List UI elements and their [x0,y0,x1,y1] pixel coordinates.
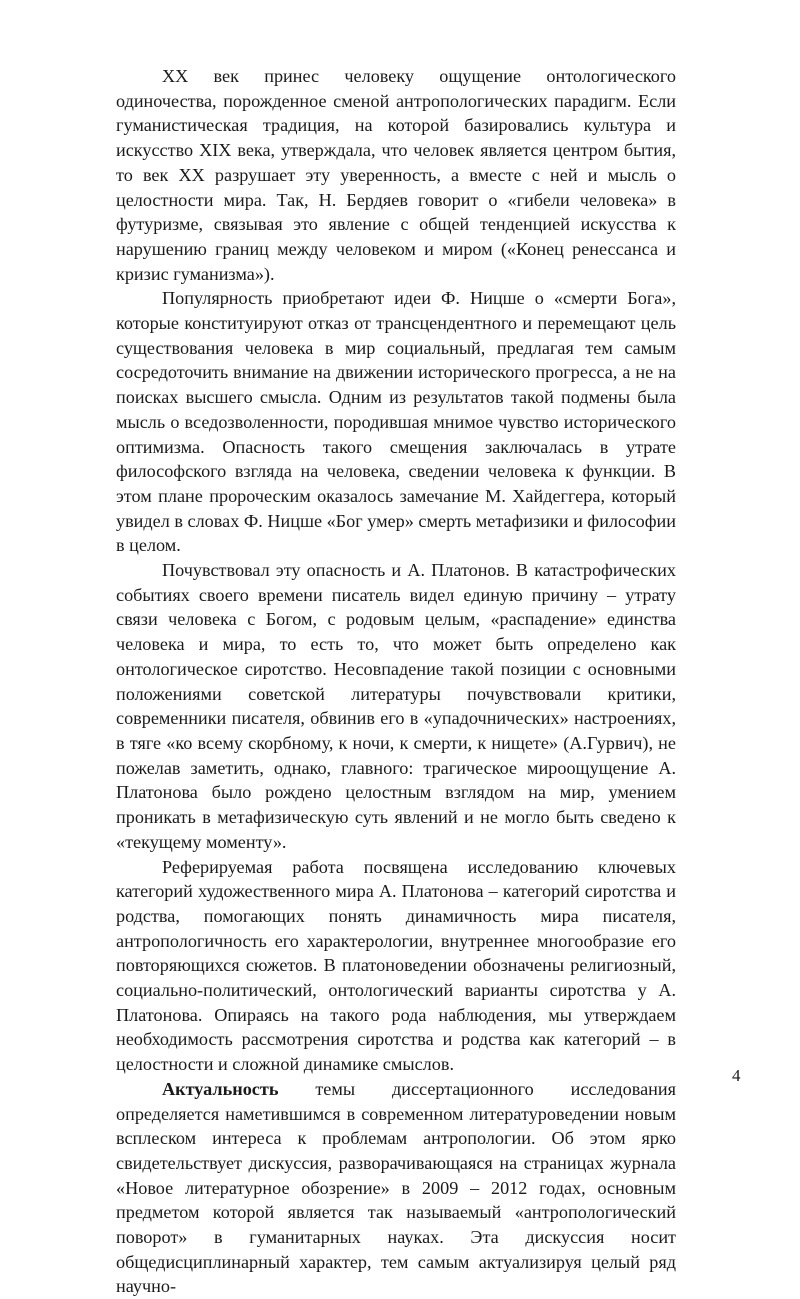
paragraph-text: Почувствовал эту опасность и А. Платонов. В катастрофических событиях своего времени писатель видел единую причину – утрату связи человека с Богом, с родовым целым, «распадение» единства человека и мира, то есть то, что может быть определено как онтологическое сиротство. Несовпадение такой позиции с основными положениями советской литературы почувствовали критики, современники писателя, обвинив его в «упадочнических» настроениях, в тяге «ко всему скорбному, к ночи, к смерти, к нищете» (А.Гурвич), не пожелав заметить, однако, главного: трагическое мироощущение А. Платонова было рождено целостным взглядом на мир, умением проникать в метафизическую суть явлений и не могло быть сведено к «текущему моменту». [116,560,676,852]
paragraph-text: Популярность приобретают идеи Ф. Ницше о «смерти Бога», которые конституируют отказ от трансцендентного и перемещают цель существования человека в мир социальный, предлагая тем самым сосредоточить внимание на движении исторического прогресса, а не на поисках высшего смысла. Одним из результатов такой подмены была мысль о вседозволенности, породившая мнимое чувство исторического оптимизма. Опасность такого смещения заключалась в утрате философского взгляда на человека, сведении человека к функции. В этом плане пророческим оказалось замечание М. Хайдеггера, который увидел в словах Ф. Ницше «Бог умер» смерть метафизики и философии в целом. [116,288,676,556]
body-text [116,64,676,1299]
paragraph-text: темы диссертационного исследования определяется наметившимся в современном литературоведении новым всплеском интереса к проблемам антропологии. Об этом ярко свидетельствует дискуссия, разворачивающаяся на страницах журнала «Новое литературное обозрение» в 2009 – 2012 годах, основным предметом которой является так называемый «антропологический поворот» в гуманитарных науках. Эта дискуссия носит общедисциплинарный характер, тем самым актуализируя целый ряд научно- [116,1078,676,1297]
page-number: 4 [732,1066,741,1085]
paragraph-text: Реферируемая работа посвящена исследованию ключевых категорий художественного мира А. Платонова – категорий сиротства и родства, помогающих понять динамичность мира писателя, антропологичность его характерологии, внутреннее многообразие его повторяющихся сюжетов. В платоноведении обозначены религиозный, социально-политический, онтологический варианты сиротства у А. Платонова. Опираясь на такого рода наблюдения, мы утверждаем необходимость рассмотрения сиротства и родства как категорий – в целостности и сложной динамике смыслов. [116,856,676,1075]
paragraph [116,1077,676,1299]
paragraph-text: XX век принес человеку ощущение онтологического одиночества, порожденное сменой антропологических парадигм. Если гуманистическая традиция, на которой базировались культура и искусство XIX века, утверждала, что человек является центром бытия, то век XX разрушает эту уверенность, а вместе с ней и мысль о целостности мира. Так, Н. Бердяев говорит о «гибели человека» в футуризме, связывая это явление с общей тенденцией искусства к нарушению границ между человеком и миром («Конец ренессанса и кризис гуманизма»). [116,66,676,284]
paragraph [116,558,676,854]
paragraph [116,286,676,558]
paragraph [116,855,676,1077]
paragraph [116,64,676,286]
paragraph-lead-relevance: Актуальность [162,1078,279,1099]
